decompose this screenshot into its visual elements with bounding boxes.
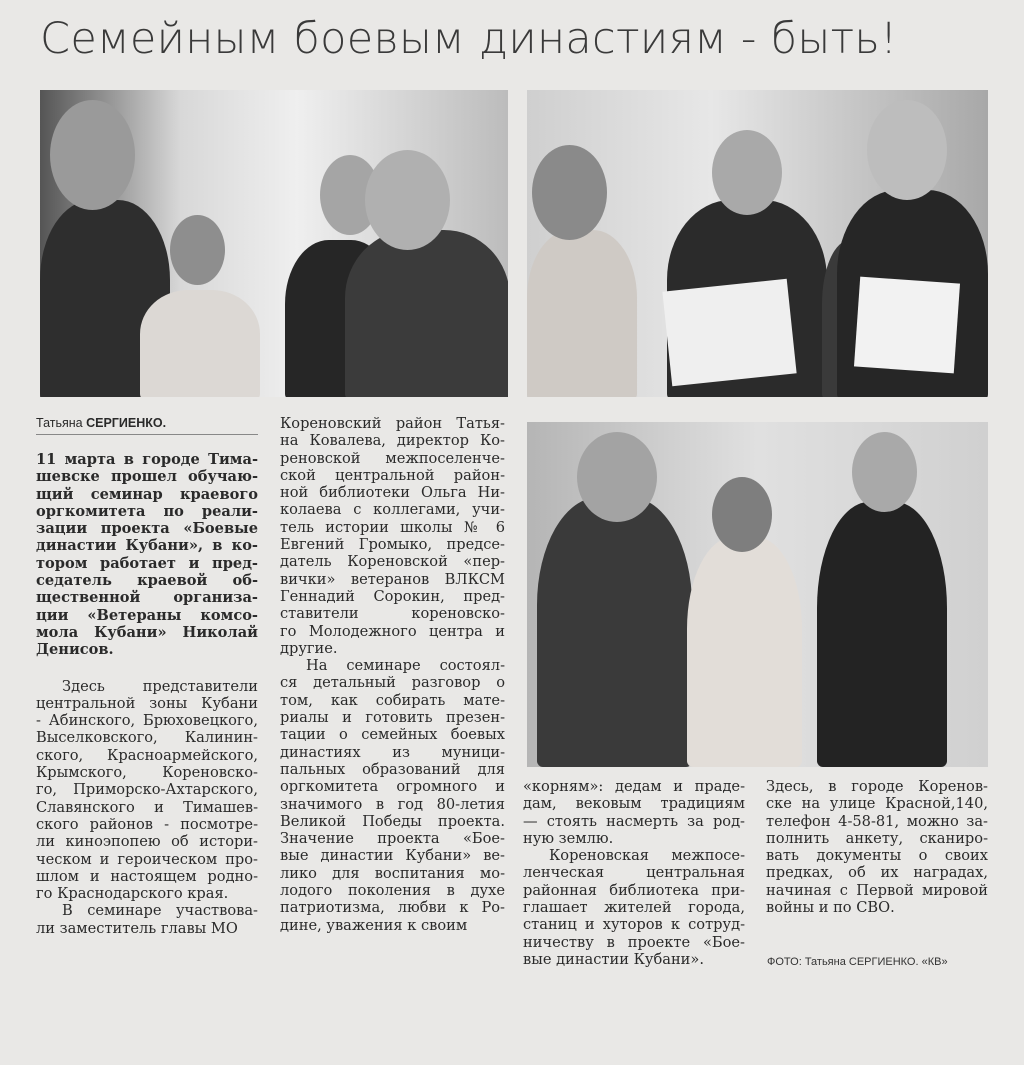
text-line: го, Приморско-Ахтарского, bbox=[36, 781, 258, 799]
photo-three-people-posing bbox=[527, 422, 988, 767]
text-line: центральной зоны Кубани bbox=[36, 694, 258, 712]
body-paragraph bbox=[280, 415, 505, 657]
text-line: ленческая центральная bbox=[523, 864, 745, 882]
text-line: Кореновский район Татья- bbox=[280, 415, 505, 432]
text-line: «корням»: дедам и праде- bbox=[523, 778, 745, 795]
text-line: ске на улице Красной,140, bbox=[766, 795, 988, 813]
text-line: вать документы о своих bbox=[766, 847, 988, 865]
text-line: тации о семейных боевых bbox=[280, 726, 505, 744]
text-line: вички» ветеранов ВЛКСМ bbox=[280, 570, 505, 588]
body-paragraph bbox=[766, 778, 988, 916]
text-line: ли заместитель главы МО bbox=[36, 919, 238, 937]
text-line: полнить анкету, сканиро- bbox=[766, 829, 988, 847]
text-line: вые династии Кубани». bbox=[523, 950, 704, 968]
article-column-4 bbox=[766, 778, 988, 916]
text-line: Здесь представители bbox=[62, 677, 258, 695]
text-line: датель Кореновской «пер- bbox=[280, 553, 505, 571]
byline bbox=[36, 416, 258, 435]
text-line: ской центральной район- bbox=[280, 466, 505, 484]
text-line: мола Кубани» Николай bbox=[36, 623, 258, 641]
body-paragraph bbox=[280, 657, 505, 934]
text-line: шлом и настоящем родно- bbox=[36, 867, 258, 885]
text-line: — стоять насмерть за род- bbox=[523, 812, 745, 830]
text-line: начиная с Первой мировой bbox=[766, 881, 988, 899]
text-line: ной библиотеки Ольга Ни- bbox=[280, 484, 505, 502]
photo-group-conversation bbox=[40, 90, 508, 397]
text-line: ставители кореновско- bbox=[280, 605, 505, 623]
text-line: Здесь, в городе Коренов- bbox=[766, 778, 988, 795]
text-line: патриотизма, любви к Ро- bbox=[280, 899, 505, 917]
text-line: ции «Ветераны комсо- bbox=[36, 606, 258, 624]
text-line: шевске прошел обучаю- bbox=[36, 468, 258, 486]
text-line: станиц и хуторов к сотруд- bbox=[523, 916, 745, 934]
text-line: Геннадий Сорокин, пред- bbox=[280, 587, 505, 605]
text-line: оргкомитета огромного и bbox=[280, 778, 505, 796]
article-column-3 bbox=[523, 778, 745, 968]
text-line: оргкомитета по реали- bbox=[36, 502, 258, 520]
text-line: Славянского и Тимашев- bbox=[36, 798, 258, 816]
text-line: седатель краевой об- bbox=[36, 572, 258, 590]
photo-credit: ФОТО: Татьяна СЕРГИЕНКО. «КВ» bbox=[767, 956, 948, 968]
text-line: колаева с коллегами, учи- bbox=[280, 501, 505, 519]
text-line: Крымского, Кореновско- bbox=[36, 764, 258, 782]
text-line: Евгений Громыко, предсе- bbox=[280, 536, 505, 554]
text-line: В семинаре участвова- bbox=[62, 902, 258, 920]
text-line: ся детальный разговор о bbox=[280, 674, 505, 692]
text-line: телефон 4-58-81, можно за- bbox=[766, 812, 988, 830]
text-line: войны и по СВО. bbox=[766, 899, 895, 917]
text-line: вые династии Кубани» ве- bbox=[280, 847, 505, 865]
text-line: дине, уважения к своим bbox=[280, 916, 468, 934]
text-line: пальных образований для bbox=[280, 760, 505, 778]
text-line: ского, Красноармейского, bbox=[36, 746, 258, 764]
text-line: дам, вековым традициям bbox=[523, 795, 745, 813]
body-paragraph bbox=[523, 778, 745, 847]
text-line: другие. bbox=[280, 639, 338, 657]
body-paragraph bbox=[36, 678, 258, 903]
text-line: тель истории школы № 6 bbox=[280, 518, 505, 536]
text-line: глашает жителей города, bbox=[523, 899, 745, 917]
body-paragraph bbox=[36, 902, 258, 937]
text-line: ского районов - посмотре- bbox=[36, 815, 258, 833]
text-line: Кореновская межпосе- bbox=[549, 847, 745, 865]
text-line: династии Кубани», в ко- bbox=[36, 537, 258, 555]
text-line: щий семинар краевого bbox=[36, 485, 258, 503]
text-line: 11 марта в городе Тима- bbox=[36, 451, 258, 468]
article-column-1 bbox=[36, 451, 258, 937]
text-line: Выселковского, Калинин- bbox=[36, 729, 258, 747]
text-line: лико для воспитания мо- bbox=[280, 864, 505, 882]
headline: Семейным боевым династиям - быть! bbox=[40, 14, 898, 64]
text-line: значимого в год 80-летия bbox=[280, 795, 505, 813]
text-line: династиях из муници- bbox=[280, 743, 505, 761]
body-paragraph bbox=[523, 847, 745, 968]
text-line: ческом и героическом про- bbox=[36, 850, 258, 868]
text-line: го Краснодарского края. bbox=[36, 885, 229, 903]
text-line: Великой Победы проекта. bbox=[280, 812, 505, 830]
text-line: го Молодежного центра и bbox=[280, 622, 505, 640]
text-line: ли киноэпопею об истори- bbox=[36, 833, 258, 851]
text-line: лодого поколения в духе bbox=[280, 882, 505, 900]
text-line: - Абинского, Брюховецкого, bbox=[36, 712, 258, 730]
text-line: ную землю. bbox=[523, 829, 614, 847]
article-column-2 bbox=[280, 415, 505, 934]
byline-last-name: СЕРГИЕНКО. bbox=[86, 416, 167, 430]
lead-paragraph bbox=[36, 451, 258, 659]
text-line: реновской межпоселенче- bbox=[280, 449, 505, 467]
text-line: ничеству в проекте «Бое- bbox=[523, 933, 745, 951]
photo-newspaper-viewing bbox=[527, 90, 988, 397]
text-line: Денисов. bbox=[36, 641, 114, 659]
text-line: предках, об их наградах, bbox=[766, 864, 988, 882]
text-line: щественной организа- bbox=[36, 589, 258, 607]
text-line: на Ковалева, директор Ко- bbox=[280, 432, 505, 450]
text-line: том, как собирать мате- bbox=[280, 691, 505, 709]
text-line: тором работает и пред- bbox=[36, 554, 258, 572]
text-line: зации проекта «Боевые bbox=[36, 520, 258, 538]
text-line: районная библиотека при- bbox=[523, 881, 745, 899]
text-line: Значение проекта «Бое- bbox=[280, 830, 505, 848]
text-line: На семинаре состоял- bbox=[306, 657, 505, 675]
text-line: риалы и готовить презен- bbox=[280, 709, 505, 727]
byline-first-name: Татьяна bbox=[36, 416, 83, 430]
